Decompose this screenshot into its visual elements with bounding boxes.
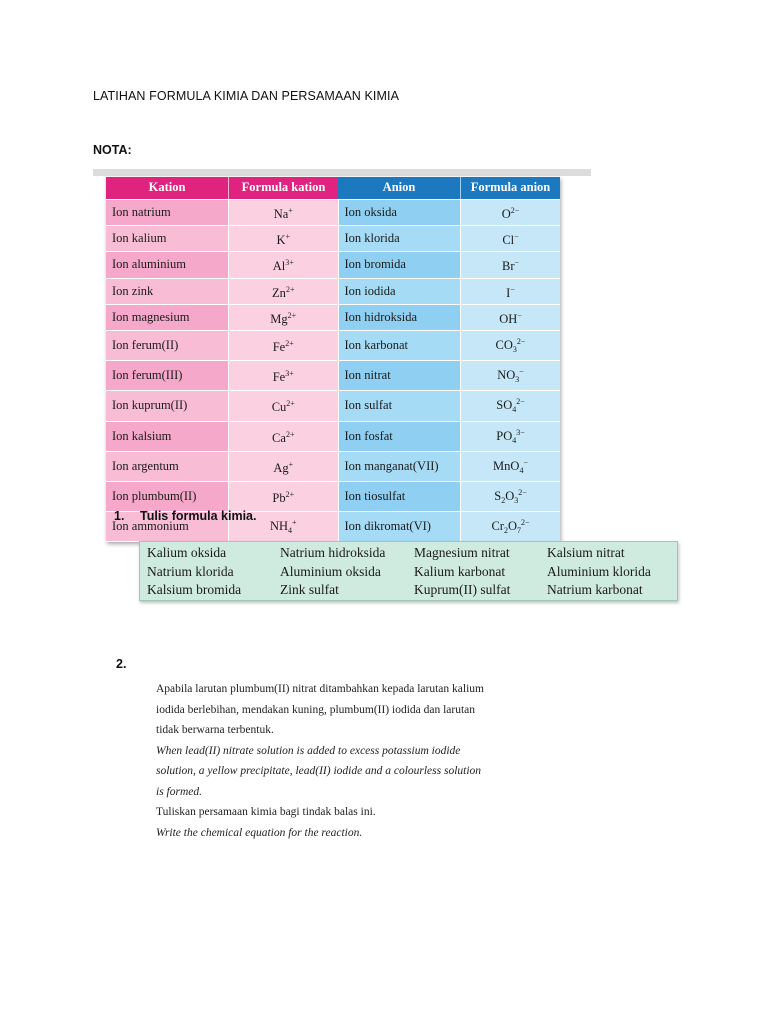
ion-table-row (106, 304, 560, 330)
kation-formula-symbol: Ag (273, 460, 289, 475)
ion-table-row (106, 226, 560, 252)
anion-formula (461, 391, 561, 421)
kation-name: Ion zink (106, 278, 229, 304)
anion-formula-symbol: SO (496, 398, 513, 413)
anion-name: Ion oksida (338, 200, 461, 226)
anion-formula-charge: − (523, 457, 528, 467)
anion-formula-symbol: I (506, 285, 511, 300)
compound-name: Kalsium bromida (147, 582, 242, 597)
anion-name: Ion dikromat(VI) (338, 512, 461, 542)
anion-formula (461, 361, 561, 391)
question-2-line: When lead(II) nitrate solution is added to excess potassium iodide (156, 744, 461, 757)
anion-formula-charge: 2− (521, 518, 530, 528)
kation-formula (229, 451, 339, 481)
anion-formula (461, 451, 561, 481)
anion-formula-charge: 2− (516, 397, 525, 407)
compound-name: Zink sulfat (280, 582, 339, 597)
anion-formula-symbol: PO (496, 428, 513, 443)
ion-table-row (106, 391, 560, 421)
header-formula-anion: Formula anion (461, 177, 561, 200)
anion-formula-charge: − (519, 367, 524, 377)
ion-table-row (106, 361, 560, 391)
anion-formula-subscript: 4 (512, 435, 517, 445)
question-2-block (156, 679, 536, 843)
anion-formula (461, 304, 561, 330)
kation-name: Ion ferum(II) (106, 331, 229, 361)
compound-name: Natrium hidroksida (280, 545, 386, 560)
anion-formula-charge: 3− (516, 427, 525, 437)
ion-table-body (106, 200, 560, 542)
kation-formula-charge: 2+ (285, 339, 294, 349)
document-title: LATIHAN FORMULA KIMIA DAN PERSAMAAN KIMIA (93, 89, 400, 103)
kation-name: Ion magnesium (106, 304, 229, 330)
question-2-line: is formed. (156, 785, 202, 798)
anion-name: Ion bromida (338, 252, 461, 278)
kation-formula-symbol: Mg (270, 311, 288, 326)
anion-formula-symbol: Cl (502, 233, 515, 248)
compound-name: Natrium karbonat (547, 582, 643, 597)
cropped-text-strip (93, 169, 591, 176)
nota-label: NOTA: (93, 143, 132, 157)
anion-formula (461, 252, 561, 278)
kation-formula (229, 226, 339, 252)
compound-name: Aluminium klorida (547, 563, 651, 579)
kation-formula (229, 391, 339, 421)
anion-formula-charge: − (514, 258, 519, 268)
anion-name: Ion klorida (338, 226, 461, 252)
kation-formula-subscript: 4 (288, 526, 293, 536)
anion-name: Ion sulfat (338, 391, 461, 421)
compound-name: Aluminium oksida (280, 563, 381, 579)
anion-formula-subscript: 3 (512, 345, 517, 355)
kation-formula (229, 421, 339, 451)
kation-formula-charge: + (288, 459, 294, 469)
kation-formula-charge: 2+ (285, 429, 295, 439)
compound-name: Kalsium nitrat (547, 545, 625, 560)
question-1-text: Tulis formula kimia. (140, 509, 257, 523)
kation-formula-symbol: Cu (271, 400, 287, 415)
ion-table-row (106, 482, 560, 512)
anion-formula-charge: 2− (518, 488, 527, 498)
anion-formula-subscript: 4 (512, 405, 517, 415)
ion-table-row (106, 278, 560, 304)
anion-name: Ion karbonat (338, 331, 461, 361)
anion-formula-subscript: 4 (519, 465, 524, 475)
kation-name: Ion kalsium (106, 421, 229, 451)
kation-formula-symbol: Al (272, 259, 286, 274)
anion-formula-symbol: Cr (491, 519, 504, 534)
anion-formula-symbol: OH (499, 311, 518, 326)
anion-name: Ion tiosulfat (338, 482, 461, 512)
compound-name: Kalium oksida (147, 545, 227, 560)
question-1-grid (147, 544, 677, 600)
compound-name: Magnesium nitrat (414, 545, 510, 560)
kation-formula (229, 361, 339, 391)
question-1-number: 1. (114, 509, 125, 523)
kation-formula-charge: + (285, 232, 291, 242)
anion-formula (461, 482, 561, 512)
anion-formula-subscript: 2 (503, 526, 508, 536)
kation-formula-charge: 2+ (285, 284, 295, 294)
kation-name: Ion plumbum(II) (106, 482, 229, 512)
anion-name: Ion iodida (338, 278, 461, 304)
kation-formula (229, 304, 339, 330)
anion-formula (461, 278, 561, 304)
kation-formula-charge: + (288, 206, 293, 215)
question-2-line: Write the chemical equation for the reaction. (156, 826, 363, 839)
anion-formula-charge: 2− (516, 337, 526, 347)
kation-name: Ion kalium (106, 226, 229, 252)
ion-table-row (106, 331, 560, 361)
kation-formula-charge: + (292, 518, 297, 528)
ion-table-row (106, 421, 560, 451)
anion-formula-symbol: NO (497, 368, 516, 383)
anion-formula (461, 200, 561, 226)
anion-formula-symbol-2: O (507, 519, 517, 534)
anion-formula (461, 421, 561, 451)
anion-name: Ion nitrat (338, 361, 461, 391)
question-2-line: tidak berwarna terbentuk. (156, 724, 274, 736)
anion-name: Ion hidroksida (338, 304, 461, 330)
anion-formula-symbol: CO (495, 338, 513, 353)
ion-table-header-row (106, 177, 560, 200)
header-formula-kation: Formula kation (229, 177, 339, 200)
anion-formula-charge: 2− (510, 206, 520, 215)
anion-formula-charge: − (514, 232, 519, 242)
kation-formula-symbol: Pb (272, 491, 286, 506)
compound-name: Kalium karbonat (414, 563, 506, 579)
anion-formula-charge: − (517, 310, 522, 320)
anion-formula (461, 331, 561, 361)
question-2-line: solution, a yellow precipitate, lead(II) iodide and a colourless solution (156, 765, 482, 777)
kation-name: Ion ferum(III) (106, 361, 229, 391)
anion-formula-symbol: S (494, 489, 502, 504)
kation-formula-symbol: NH (269, 519, 289, 534)
kation-name: Ion aluminium (106, 252, 229, 278)
kation-formula (229, 200, 339, 226)
kation-formula-symbol: Zn (272, 285, 286, 300)
question-2-line: Apabila larutan plumbum(II) nitrat ditambahkan kepada larutan kalium (156, 683, 484, 695)
kation-formula-charge: 2+ (286, 399, 295, 409)
anion-formula (461, 226, 561, 252)
kation-name: Ion ammonium (106, 512, 229, 542)
header-anion: Anion (338, 177, 461, 200)
anion-formula-subscript: 2 (501, 496, 506, 506)
kation-formula-charge: 2+ (287, 310, 297, 320)
ion-table-row (106, 252, 560, 278)
kation-formula-charge: 3+ (285, 369, 294, 379)
kation-formula (229, 482, 339, 512)
anion-formula-subscript: 3 (515, 375, 520, 385)
anion-name: Ion manganat(VII) (338, 451, 461, 481)
kation-formula (229, 252, 339, 278)
kation-formula-symbol: K (276, 233, 286, 248)
anion-formula-symbol: Br (501, 259, 515, 274)
ion-table-row (106, 200, 560, 226)
anion-formula-symbol: MnO (493, 458, 520, 473)
question-2-line: iodida berlebihan, mendakan kuning, plumbum(II) iodida dan larutan (156, 703, 476, 716)
kation-name: Ion natrium (106, 200, 229, 226)
anion-formula-symbol-2: O (505, 489, 515, 504)
question-1-box (139, 541, 678, 601)
question-2-number: 2. (116, 657, 127, 671)
ion-table (106, 177, 560, 542)
compound-name: Natrium klorida (147, 563, 234, 579)
kation-formula-symbol: Ca (272, 430, 286, 445)
question-2-line: Tuliskan persamaan kimia bagi tindak balas ini. (156, 806, 376, 818)
kation-formula-symbol: Fe (272, 340, 286, 355)
kation-formula (229, 278, 339, 304)
compound-name: Kuprum(II) sulfat (414, 582, 511, 597)
anion-formula (461, 512, 561, 542)
anion-formula-charge: − (510, 284, 515, 294)
kation-name: Ion argentum (106, 451, 229, 481)
anion-formula-subscript-2: 7 (517, 526, 521, 536)
kation-formula-charge: 2+ (285, 490, 295, 500)
anion-formula-symbol: O (501, 207, 511, 221)
anion-formula-subscript-2: 3 (514, 496, 519, 506)
kation-name: Ion kuprum(II) (106, 391, 229, 421)
anion-name: Ion fosfat (338, 421, 461, 451)
kation-formula-charge: 3+ (285, 258, 294, 268)
ion-table-row (106, 451, 560, 481)
header-kation: Kation (106, 177, 229, 200)
kation-formula (229, 331, 339, 361)
kation-formula-symbol: Fe (272, 370, 286, 385)
kation-formula-symbol: Na (273, 207, 289, 221)
